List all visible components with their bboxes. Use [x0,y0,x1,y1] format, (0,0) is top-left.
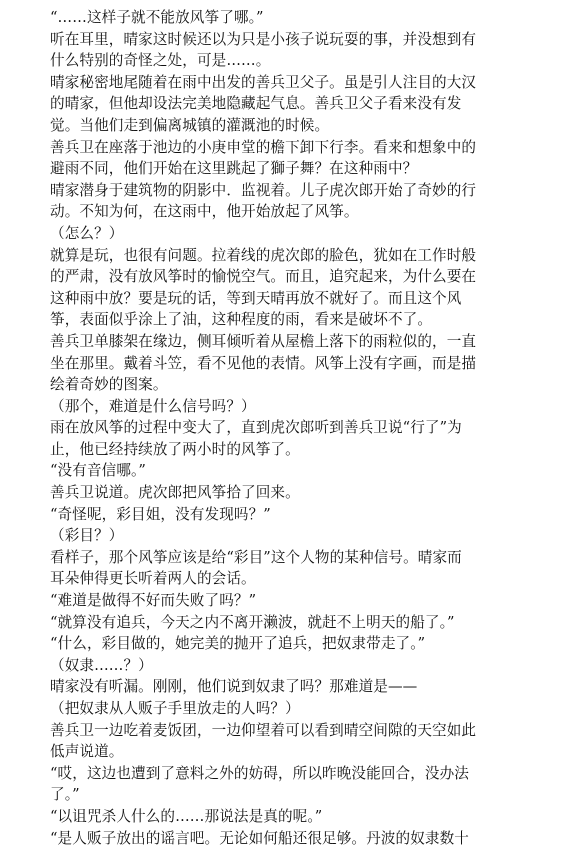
text-line: “就算没有追兵，今天之内不离开濑波，就赶不上明天的船了。” [50,613,455,631]
document-page [50,7,570,849]
text-line: 晴家潜身于建筑物的阴影中．监视着。儿子虎次郎开始了奇妙的行 [50,181,477,199]
text-line: （彩目？） [50,527,124,545]
text-line: 就算是玩，也很有问题。拉着线的虎次郎的脸色，犹如在工作时般 [50,246,477,264]
text-line: （把奴隶从人贩子手里放走的人吗？） [50,700,300,717]
text-line: “难道是做得不好而失败了吗？” [50,592,257,610]
text-line: 绘着奇妙的图案。 [50,376,168,394]
text-line: 雨在放风筝的过程中变大了，直到虎次郎听到善兵卫说“行了”为 [50,419,462,437]
text-line: 善兵卫在座落于池边的小庚申堂的檐下卸下行李。看来和想象中的 [50,138,477,156]
text-line: 善兵卫一边吃着麦饭团，一边仰望着可以看到晴空间隙的天空如此 [50,721,477,739]
text-line: “是人贩子放出的谣言吧。无论如何船还很足够。丹波的奴隶数十 [50,829,469,847]
text-line: 避雨不同，他们开始在这里跳起了獅子舞？在这种雨中？ [50,160,418,178]
text-line: “什么，彩目做的，她完美的抛开了追兵，把奴隶带走了。” [50,635,426,653]
text-line: （奴隶……？） [50,656,153,674]
text-line: （怎么？） [50,224,124,242]
text-line: “……这样子就不能放风筝了哪。” [50,9,264,26]
text-line: 低声说道。 [50,743,124,761]
text-line: 了。” [50,786,80,804]
text-line: 善兵卫单膝架在缘边，侧耳倾听着从屋檐上落下的雨粒似的，一直 [50,332,477,350]
text-line: 的晴家，但他却设法完美地隐藏起气息。善兵卫父子看来没有发 [50,95,462,113]
text-line: 这种雨中放？要是玩的话，等到天晴再放不就好了。而且这个风 [50,289,462,307]
text-line: 坐在那里。戴着斗笠，看不见他的表情。风筝上没有字画，而是描 [50,354,477,372]
text-line: 晴家秘密地尾随着在雨中出发的善兵卫父子。虽是引人注目的大汉 [50,73,477,91]
text-line: 止，他已经持续放了两小时的风筝了。 [50,440,300,458]
text-line: “没有音信哪。” [50,462,146,480]
text-line: 看样子，那个风筝应该是给“彩目”这个人物的某种信号。晴家而 [50,548,462,566]
text-line: “哎，这边也遭到了意料之外的妨碍，所以昨晚没能回合，没办法 [50,764,469,782]
text-line: 的严肃，没有放风筝时的愉悦空气。而且，追究起来，为什么要在 [50,268,477,286]
text-line: 筝，表面似乎涂上了油，这种程度的雨，看来是破坏不了。 [50,311,433,329]
text-line: 晴家没有听漏。刚刚，他们说到奴隶了吗？那难道是—— [50,678,418,696]
text-line: 善兵卫说道。虎次郎把风筝拾了回来。 [50,484,300,502]
text-line: 听在耳里，晴家这时候还以为只是小孩子说玩耍的事，并没想到有 [50,30,477,48]
text-line: “以诅咒杀人什么的……那说法是真的呢。” [50,807,323,825]
text-line: “奇怪呢，彩目姐，没有发现吗？” [50,505,271,523]
text-line: 觉。当他们走到偏离城镇的灌溉池的时候。 [50,116,330,134]
text-line: 动。不知为何，在这雨中，他开始放起了风筝。 [50,203,359,221]
text-line: 耳朵伸得更长听着两人的会话。 [50,570,256,588]
text-line: 什么特别的奇怪之处，可是……。 [50,52,271,70]
text-line: （那个，难道是什么信号吗？） [50,397,256,415]
